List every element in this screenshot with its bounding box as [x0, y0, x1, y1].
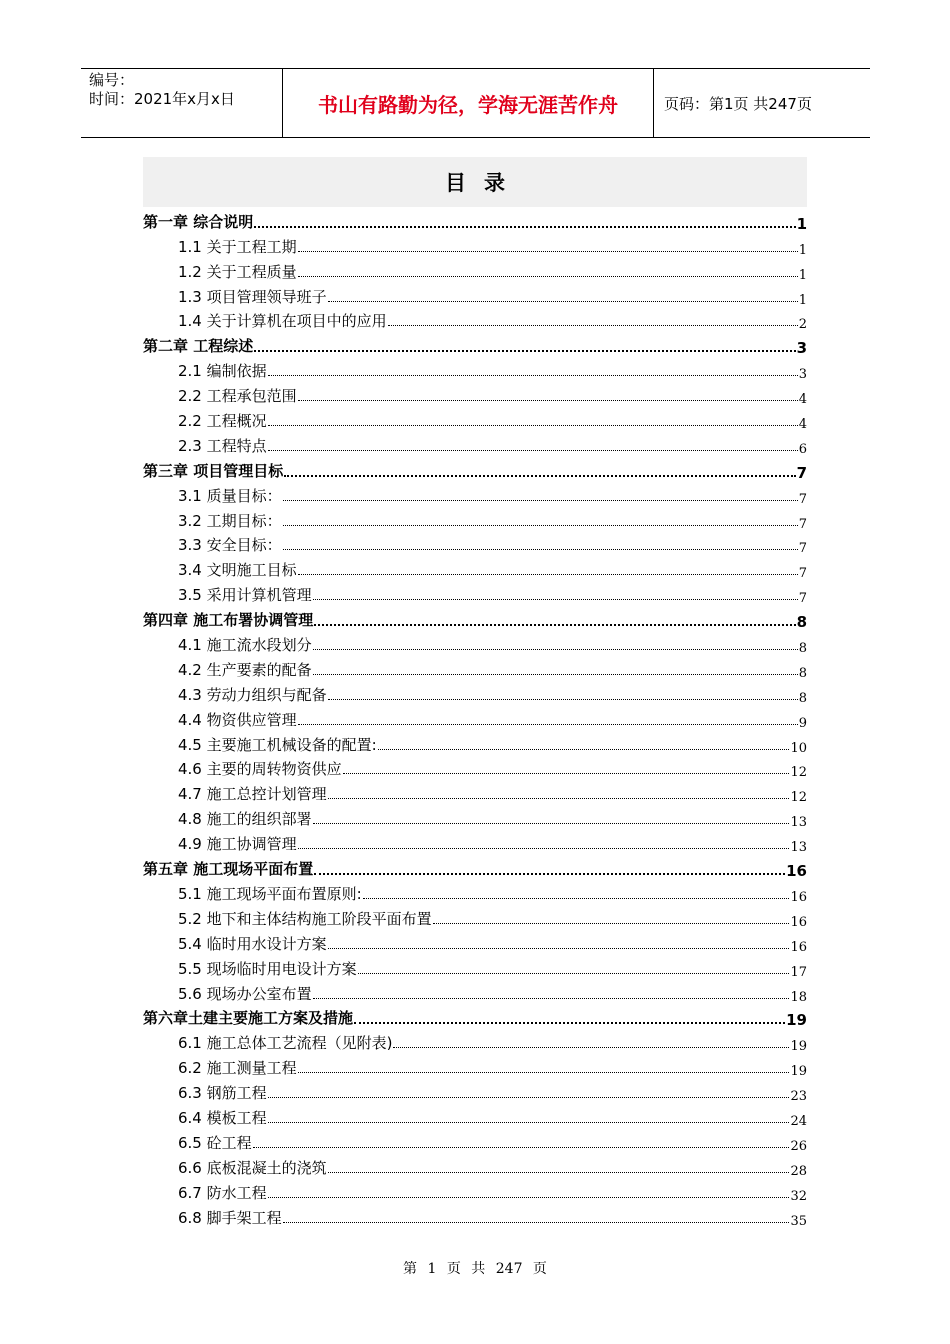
toc-entry-page-number: 16	[790, 889, 807, 905]
toc-entry-page-number: 9	[798, 715, 807, 731]
toc-entry-label: 6.1 施工总体工艺流程（见附表)	[178, 1034, 393, 1053]
toc-section-entry[interactable]	[143, 1204, 807, 1229]
toc-dot-leader	[328, 301, 798, 302]
toc-section-entry[interactable]	[143, 283, 807, 308]
toc-entry-page-number: 12	[790, 790, 807, 806]
toc-entry-page-number: 32	[790, 1188, 807, 1204]
toc-entry-label: 4.2 生产要素的配备	[178, 660, 312, 679]
toc-section-entry[interactable]	[143, 905, 807, 930]
toc-entry-label: 5.2 地下和主体结构施工阶段平面布置	[178, 909, 432, 928]
toc-section-entry[interactable]	[143, 581, 807, 606]
toc-section-entry[interactable]	[143, 432, 807, 457]
toc-title-bar	[143, 157, 807, 207]
toc-dot-leader	[433, 923, 790, 924]
toc-dot-leader	[298, 251, 798, 252]
toc-section-entry[interactable]	[143, 1054, 807, 1079]
toc-entry-label: 2.2 工程概况	[178, 412, 267, 431]
toc-dot-leader	[313, 599, 798, 600]
toc-dot-leader	[268, 1197, 790, 1198]
toc-entry-label: 4.5 主要施工机械设备的配置:	[178, 735, 377, 754]
toc-section-entry[interactable]	[143, 805, 807, 830]
toc-entry-label: 6.7 防水工程	[178, 1183, 267, 1202]
toc-entry-page-number: 10	[790, 740, 807, 756]
toc-section-entry[interactable]	[143, 731, 807, 756]
toc-dot-leader	[268, 1122, 790, 1123]
toc-section-entry[interactable]	[143, 482, 807, 507]
toc-entry-label: 2.3 工程特点	[178, 436, 267, 455]
toc-entry-label: 第六章土建主要施工方案及措施	[143, 1009, 354, 1028]
toc-entry-label: 第一章 综合说明	[143, 212, 254, 231]
toc-dot-leader	[298, 724, 798, 725]
toc-entry-label: 4.8 施工的组织部署	[178, 810, 312, 829]
toc-entry-label: 1.2 关于工程质量	[178, 262, 297, 281]
toc-section-entry[interactable]	[143, 980, 807, 1005]
toc-dot-leader	[378, 749, 790, 750]
toc-section-entry[interactable]	[143, 1029, 807, 1054]
toc-entry-label: 6.8 脚手架工程	[178, 1208, 282, 1227]
toc-title: 目录	[445, 171, 523, 195]
toc-dot-leader	[284, 475, 795, 477]
toc-entry-label: 4.4 物资供应管理	[178, 710, 297, 729]
toc-entry-label: 4.3 劳动力组织与配备	[178, 685, 327, 704]
toc-dot-leader	[328, 948, 790, 949]
toc-dot-leader	[298, 1072, 790, 1073]
toc-entry-page-number: 19	[786, 1011, 807, 1030]
toc-entry-label: 5.1 施工现场平面布置原则:	[178, 884, 362, 903]
toc-section-entry[interactable]	[143, 258, 807, 283]
toc-dot-leader	[254, 226, 795, 228]
toc-section-entry[interactable]	[143, 780, 807, 805]
toc-entry-page-number: 7	[798, 541, 807, 557]
toc-entry-page-number: 2	[798, 317, 807, 333]
toc-entry-label: 3.2 工期目标：	[178, 511, 282, 530]
toc-chapter-entry[interactable]	[143, 332, 807, 357]
toc-section-entry[interactable]	[143, 1104, 807, 1129]
toc-dot-leader	[298, 276, 798, 277]
toc-entry-page-number: 18	[790, 989, 807, 1005]
document-number-label: 编号：	[89, 71, 135, 89]
toc-entry-label: 2.1 编制依据	[178, 362, 267, 381]
page-footer: 第 1 页 共 247 页	[403, 1261, 547, 1277]
toc-entry-label: 6.5 砼工程	[178, 1133, 252, 1152]
toc-chapter-entry[interactable]	[143, 606, 807, 631]
document-date-label: 时间：2021年x月x日	[89, 90, 235, 108]
toc-entry-label: 4.6 主要的周转物资供应	[178, 760, 342, 779]
toc-entry-page-number: 13	[790, 840, 807, 856]
toc-dot-leader	[314, 873, 785, 875]
toc-entry-label: 5.6 现场办公室布置	[178, 984, 312, 1003]
toc-dot-leader	[298, 848, 790, 849]
toc-entry-page-number: 12	[790, 765, 807, 781]
toc-entry-page-number: 7	[796, 463, 807, 482]
toc-section-entry[interactable]	[143, 1129, 807, 1154]
toc-dot-leader	[328, 798, 790, 799]
toc-entry-label: 6.2 施工测量工程	[178, 1059, 297, 1078]
toc-dot-leader	[313, 998, 790, 999]
toc-entry-page-number: 16	[790, 939, 807, 955]
toc-section-entry[interactable]	[143, 681, 807, 706]
toc-dot-leader	[283, 1222, 790, 1223]
toc-section-entry[interactable]	[143, 532, 807, 557]
toc-section-entry[interactable]	[143, 631, 807, 656]
toc-section-entry[interactable]	[143, 507, 807, 532]
toc-section-entry[interactable]	[143, 880, 807, 905]
toc-entry-label: 第三章 项目管理目标	[143, 461, 284, 480]
toc-entry-page-number: 16	[786, 862, 807, 881]
toc-dot-leader	[268, 375, 798, 376]
toc-entry-label: 第二章 工程综述	[143, 337, 254, 356]
toc-entry-page-number: 1	[798, 242, 807, 258]
toc-dot-leader	[343, 773, 790, 774]
toc-section-entry[interactable]	[143, 357, 807, 382]
toc-dot-leader	[283, 500, 798, 501]
toc-section-entry[interactable]	[143, 830, 807, 855]
toc-entry-label: 3.1 质量目标：	[178, 486, 282, 505]
toc-entry-page-number: 4	[798, 417, 807, 433]
toc-section-entry[interactable]	[143, 1179, 807, 1204]
toc-dot-leader	[358, 973, 790, 974]
toc-entry-page-number: 1	[796, 214, 807, 233]
toc-dot-leader	[313, 823, 790, 824]
toc-section-entry[interactable]	[143, 955, 807, 980]
toc-entry-page-number: 1	[798, 292, 807, 308]
toc-entry-label: 6.3 钢筋工程	[178, 1084, 267, 1103]
toc-dot-leader	[363, 898, 790, 899]
toc-entry-page-number: 7	[798, 516, 807, 532]
toc-section-entry[interactable]	[143, 756, 807, 781]
toc-entry-page-number: 6	[798, 441, 807, 457]
toc-dot-leader	[298, 400, 798, 401]
toc-dot-leader	[253, 1147, 790, 1148]
toc-dot-leader	[313, 674, 798, 675]
toc-entry-label: 3.5 采用计算机管理	[178, 586, 312, 605]
header-meta	[81, 69, 283, 137]
toc-section-entry[interactable]	[143, 308, 807, 333]
toc-dot-leader	[354, 1022, 785, 1024]
toc-section-entry[interactable]	[143, 930, 807, 955]
toc-section-entry[interactable]	[143, 1079, 807, 1104]
toc-entry-page-number: 1	[798, 267, 807, 283]
toc-entry-label: 6.6 底板混凝土的浇筑	[178, 1158, 327, 1177]
toc-section-entry[interactable]	[143, 556, 807, 581]
toc-entry-label: 3.3 安全目标：	[178, 536, 282, 555]
toc-section-entry[interactable]	[143, 407, 807, 432]
toc-chapter-entry[interactable]	[143, 208, 807, 233]
toc-entry-page-number: 19	[790, 1039, 807, 1055]
toc-dot-leader	[268, 1097, 790, 1098]
toc-entry-label: 第五章 施工现场平面布置	[143, 860, 314, 879]
toc-chapter-entry[interactable]	[143, 457, 807, 482]
toc-entry-page-number: 7	[798, 591, 807, 607]
toc-entry-page-number: 13	[790, 815, 807, 831]
toc-entry-label: 5.4 临时用水设计方案	[178, 934, 327, 953]
toc-dot-leader	[283, 549, 798, 550]
toc-entry-label: 4.7 施工总控计划管理	[178, 785, 327, 804]
toc-entry-page-number: 17	[790, 964, 807, 980]
toc-section-entry[interactable]	[143, 706, 807, 731]
toc-entry-page-number: 35	[790, 1213, 807, 1229]
toc-entry-page-number: 3	[798, 367, 807, 383]
toc-entry-page-number: 8	[798, 665, 807, 681]
toc-entry-page-number: 8	[796, 613, 807, 632]
toc-entry-page-number: 24	[790, 1113, 807, 1129]
toc-section-entry[interactable]	[143, 233, 807, 258]
toc-section-entry[interactable]	[143, 382, 807, 407]
toc-dot-leader	[298, 574, 798, 575]
toc-entry-label: 2.2 工程承包范围	[178, 387, 297, 406]
toc-dot-leader	[393, 1047, 789, 1048]
toc-entry-label: 4.9 施工协调管理	[178, 835, 297, 854]
document-header	[81, 68, 870, 138]
toc-dot-leader	[254, 350, 795, 352]
toc-entry-page-number: 19	[790, 1064, 807, 1080]
toc-chapter-entry[interactable]	[143, 1005, 807, 1030]
toc-dot-leader	[328, 1172, 790, 1173]
toc-entry-page-number: 26	[790, 1138, 807, 1154]
toc-section-entry[interactable]	[143, 656, 807, 681]
toc-entry-label: 1.1 关于工程工期	[178, 237, 297, 256]
toc-dot-leader	[314, 624, 795, 626]
toc-dot-leader	[328, 699, 798, 700]
toc-chapter-entry[interactable]	[143, 855, 807, 880]
toc-dot-leader	[268, 450, 798, 451]
toc-dot-leader	[388, 325, 798, 326]
toc-entry-page-number: 16	[790, 914, 807, 930]
toc-entry-label: 1.3 项目管理领导班子	[178, 287, 327, 306]
toc-entry-label: 3.4 文明施工目标	[178, 561, 297, 580]
toc-section-entry[interactable]	[143, 1154, 807, 1179]
header-page-info: 页码：第1页 共247页	[664, 94, 812, 113]
toc-entry-page-number: 23	[790, 1089, 807, 1105]
toc-entry-label: 第四章 施工布署协调管理	[143, 611, 314, 630]
toc-entry-page-number: 4	[798, 392, 807, 408]
toc-dot-leader	[313, 649, 798, 650]
toc-entry-page-number: 8	[798, 641, 807, 657]
toc-entry-page-number: 3	[796, 339, 807, 358]
header-motto: 书山有路勤为径，学海无涯苦作舟	[283, 69, 654, 137]
toc-entry-label: 6.4 模板工程	[178, 1108, 267, 1127]
toc-entry-page-number: 7	[798, 491, 807, 507]
toc-dot-leader	[283, 525, 798, 526]
toc-entry-page-number: 28	[790, 1163, 807, 1179]
toc-entry-label: 1.4 关于计算机在项目中的应用	[178, 312, 387, 331]
table-of-contents	[143, 208, 807, 1229]
toc-entry-label: 4.1 施工流水段划分	[178, 636, 312, 655]
toc-entry-page-number: 7	[798, 566, 807, 582]
toc-entry-page-number: 8	[798, 690, 807, 706]
toc-entry-label: 5.5 现场临时用电设计方案	[178, 959, 357, 978]
toc-dot-leader	[268, 425, 798, 426]
